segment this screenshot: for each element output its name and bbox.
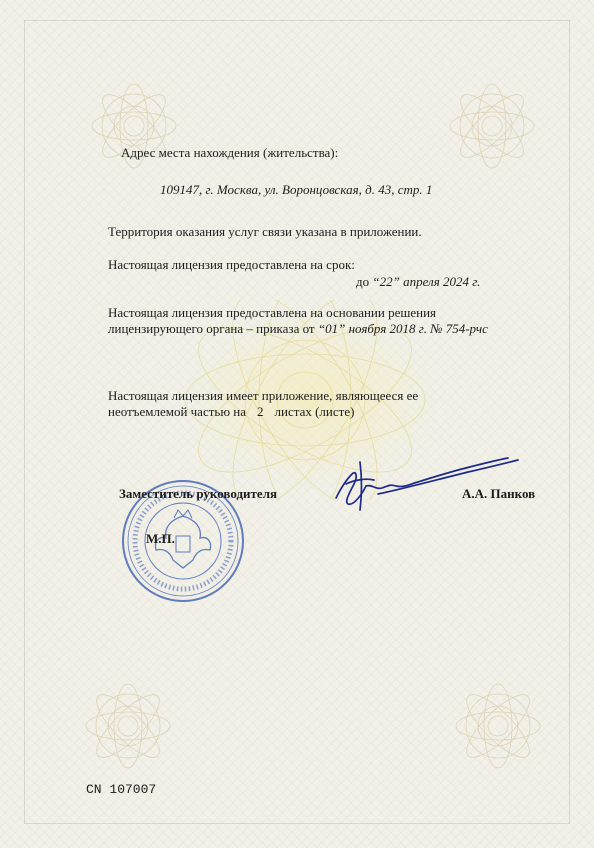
appendix-suffix: листах (листе) — [274, 404, 355, 419]
appendix-line-1: Настоящая лицензия имеет приложение, являющееся ее — [108, 388, 419, 403]
term-line — [356, 274, 480, 289]
term-date: “22” апреля 2024 г. — [372, 274, 481, 289]
term-label: Настоящая лицензия предоставлена на срок: — [108, 257, 355, 272]
territory-text: Территория оказания услуг связи указана в приложении. — [108, 224, 422, 239]
signer-title: Заместитель руководителя — [119, 486, 278, 501]
signer-name: А.А. Панков — [462, 486, 536, 501]
serial-number: CN 107007 — [86, 782, 157, 797]
rosette-ornament-bottom-right — [450, 678, 546, 774]
rosette-ornament-top-right — [444, 78, 540, 174]
rosette-ornament-bottom-left — [80, 678, 176, 774]
seal-mark: М.П. — [146, 531, 175, 546]
basis-line-2 — [108, 321, 488, 336]
appendix-sheet-count: 2 — [257, 404, 264, 419]
appendix-line-2 — [108, 404, 354, 419]
address-label: Адрес места нахождения (жительства): — [121, 145, 339, 160]
basis-line-1: Настоящая лицензия предоставлена на основании решения — [108, 305, 437, 320]
appendix-prefix: неотъемлемой частью на — [108, 404, 247, 419]
basis-order: “01” ноября 2018 г. № 754-рчс — [317, 321, 488, 336]
handwritten-signature — [318, 450, 528, 520]
term-prefix: до — [356, 274, 370, 289]
address-value: 109147, г. Москва, ул. Воронцовская, д. 43, стр. 1 — [160, 182, 433, 197]
basis-prefix: лицензирующего органа – приказа от — [108, 321, 315, 336]
